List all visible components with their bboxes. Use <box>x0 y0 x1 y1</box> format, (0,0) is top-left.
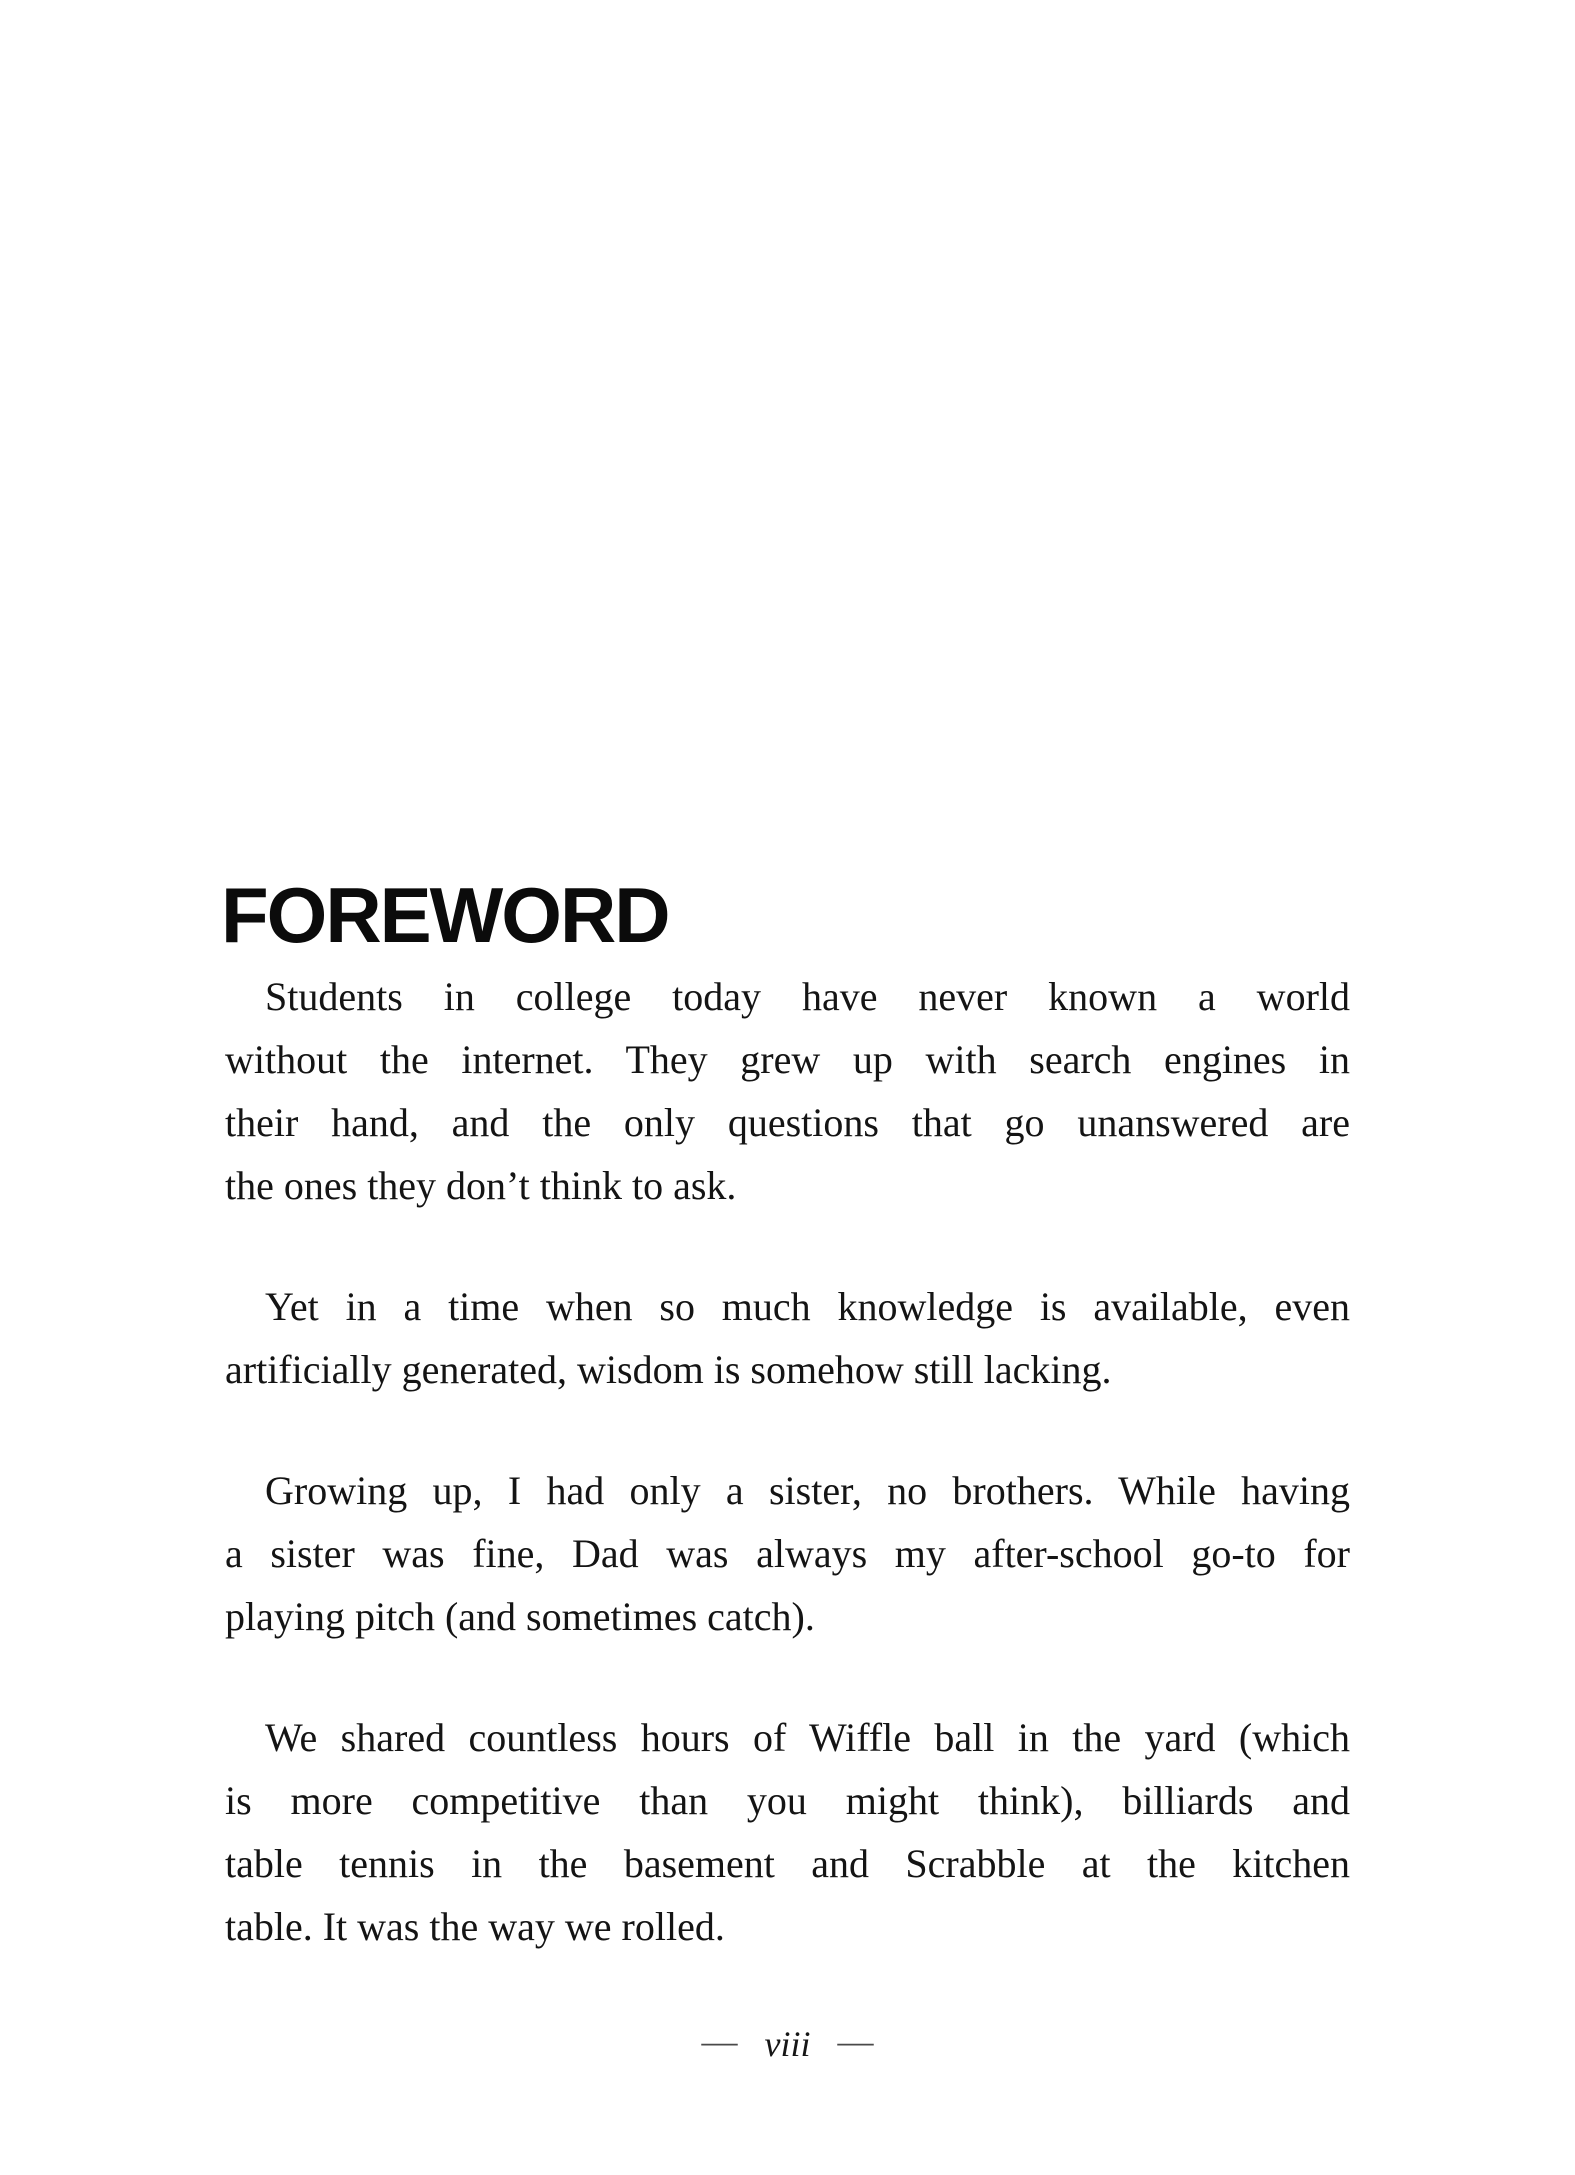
footer-right-dash: — <box>837 2021 874 2061</box>
text-line: a sister was fine, Dad was always my after-school go-to for <box>225 1531 1350 1576</box>
text-line: We shared countless hours of Wiffle ball in the yard (which <box>265 1715 1350 1760</box>
body-text <box>225 965 1350 2016</box>
paragraph <box>225 1275 1350 1401</box>
page-number: viii <box>764 2024 811 2064</box>
paragraph <box>225 1459 1350 1648</box>
text-line: the ones they don’t think to ask. <box>225 1163 737 1208</box>
text-line: without the internet. They grew up with search engines in <box>225 1037 1350 1082</box>
text-line: playing pitch (and sometimes catch). <box>225 1594 815 1639</box>
page-footer <box>0 2022 1575 2066</box>
text-line: artificially generated, wisdom is somehow still lacking. <box>225 1347 1112 1392</box>
text-line: table. It was the way we rolled. <box>225 1904 725 1949</box>
footer-left-dash: — <box>701 2021 738 2061</box>
text-line: is more competitive than you might think), billiards and <box>225 1778 1350 1823</box>
paragraph <box>225 1706 1350 1958</box>
text-line: Growing up, I had only a sister, no brothers. While having <box>265 1468 1350 1513</box>
foreword-heading: FOREWORD <box>221 871 669 960</box>
text-line: Yet in a time when so much knowledge is available, even <box>265 1284 1350 1329</box>
text-line: Students in college today have never known a world <box>265 974 1350 1019</box>
paragraph <box>225 965 1350 1217</box>
text-line: table tennis in the basement and Scrabble at the kitchen <box>225 1841 1350 1886</box>
text-line: their hand, and the only questions that go unanswered are <box>225 1100 1350 1145</box>
